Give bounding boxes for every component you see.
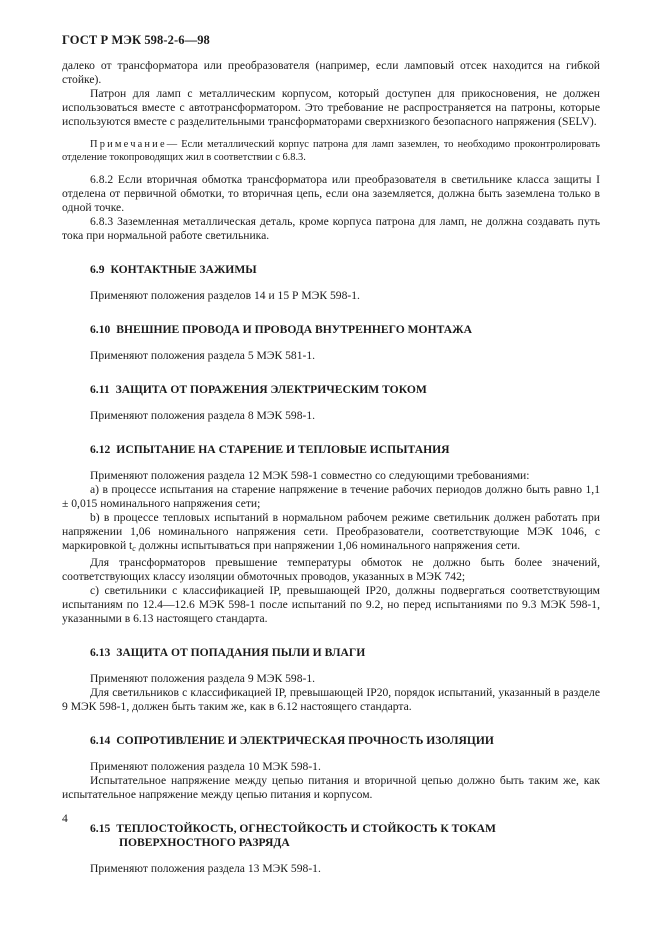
section-heading-6-9: 6.9 КОНТАКТНЫЕ ЗАЖИМЫ xyxy=(90,263,257,276)
marking-subscript: c xyxy=(132,544,136,553)
section-body-6-12: Применяют положения раздела 12 МЭК 598-1 совместно со следующими требованиями: xyxy=(90,469,530,482)
section-body-6-9: Применяют положения разделов 14 и 15 Р МЭК 598-1. xyxy=(90,289,360,302)
section-body-6-13-extra: Для светильников с классификацией IP, превышающей IP20, порядок испытаний, указанный в разделе 9 МЭК 598-1, должен быть таким же, как в 6.12 настоящего стандарта. xyxy=(62,686,600,713)
note-text: — Если металлический корпус патрона для ламп заземлен, то необходимо проконтролировать отделение токопроводящих жил в соответствии с 6.8.3. xyxy=(62,139,600,163)
clause-6-8-2: 6.8.2 Если вторичная обмотка трансформатора или преобразователя в светильнике класса защиты I отделена от первичной обмотки, то вторичная цепь, если она заземляется, должна быть заземлена только в одной точке. xyxy=(62,173,600,214)
page-content xyxy=(62,59,600,876)
clause-6-8-3: 6.8.3 Заземленная металлическая деталь, кроме корпуса патрона для ламп, не должна создавать путь тока при нормальной работе светильника. xyxy=(62,215,600,242)
section-heading-6-12: 6.12 ИСПЫТАНИЕ НА СТАРЕНИЕ И ТЕПЛОВЫЕ ИСПЫТАНИЯ xyxy=(90,443,450,456)
item-c: с) светильники с классификацией IP, превышающей IP20, должны подвергаться соответствующим испытаниям по 12.4—12.6 МЭК 598-1 после испытаний по 9.2, но перед испытаниями по 9.3 МЭК 598-1, указанными в 6.13 настоящего стандарта. xyxy=(62,584,600,625)
item-a: а) в процессе испытания на старение напряжение в течение рабочих периодов должно быть равно 1,1 ± 0,015 номинального напряжения сети; xyxy=(62,483,600,510)
section-body-6-14-extra: Испытательное напряжение между цепью питания и вторичной цепью должно быть таким же, как испытательное напряжение между цепью питания и корпусом. xyxy=(62,774,600,801)
section-heading-6-13: 6.13 ЗАЩИТА ОТ ПОПАДАНИЯ ПЫЛИ И ВЛАГИ xyxy=(90,646,366,659)
intro-paragraph-continued: далеко от трансформатора или преобразователя (например, если ламповый отсек находится на гибкой стойке). xyxy=(62,59,600,86)
intro-paragraph-lamp-holder: Патрон для ламп с металлическим корпусом, который доступен для прикосновения, не должен использоваться вместе с автотрансформатором. Это требование не распространяется на патроны, которые используются вместе с разделительными трансформаторами сверхнизкого безопасного напряжения (SELV). xyxy=(62,87,600,128)
page-number: 4 xyxy=(62,812,68,825)
note-label: Примечание xyxy=(90,139,167,150)
page-header: ГОСТ Р МЭК 598-2-6—98 xyxy=(62,33,210,47)
item-b: b) в процессе тепловых испытаний в нормальном рабочем режиме светильник должен работать при напряжении 1,06 номинального напряжения сети. Преобразователи, соответствующие МЭК 1046, с маркировкой $t_c$ должны испытываться при напряжении 1,06 номинального напряжения сети. xyxy=(62,511,600,553)
section-heading-6-14: 6.14 СОПРОТИВЛЕНИЕ И ЭЛЕКТРИЧЕСКАЯ ПРОЧНОСТЬ ИЗОЛЯЦИИ xyxy=(90,734,494,747)
section-body-6-10: Применяют положения раздела 5 МЭК 581-1. xyxy=(90,349,316,362)
section-body-6-11: Применяют положения раздела 8 МЭК 598-1. xyxy=(90,409,316,422)
section-heading-6-15: 6.15 ТЕПЛОСТОЙКОСТЬ, ОГНЕСТОЙКОСТЬ И СТОЙКОСТЬ К ТОКАМ ПОВЕРХНОСТНОГО РАЗРЯДА xyxy=(90,822,496,849)
section-body-6-14: Применяют положения раздела 10 МЭК 598-1. xyxy=(90,760,321,773)
note xyxy=(62,138,600,164)
section-body-6-13: Применяют положения раздела 9 МЭК 598-1. xyxy=(90,672,316,685)
section-heading-6-11: 6.11 ЗАЩИТА ОТ ПОРАЖЕНИЯ ЭЛЕКТРИЧЕСКИМ ТОКОМ xyxy=(90,383,427,396)
section-body-6-15: Применяют положения раздела 13 МЭК 598-1. xyxy=(90,862,321,875)
section-heading-6-10: 6.10 ВНЕШНИЕ ПРОВОДА И ПРОВОДА ВНУТРЕННЕГО МОНТАЖА xyxy=(90,323,472,336)
transformers-paragraph: Для трансформаторов превышение температуры обмоток не должно быть более значений, соответствующих классу изоляции обмоточных проводов, указанных в МЭК 742; xyxy=(62,556,600,583)
